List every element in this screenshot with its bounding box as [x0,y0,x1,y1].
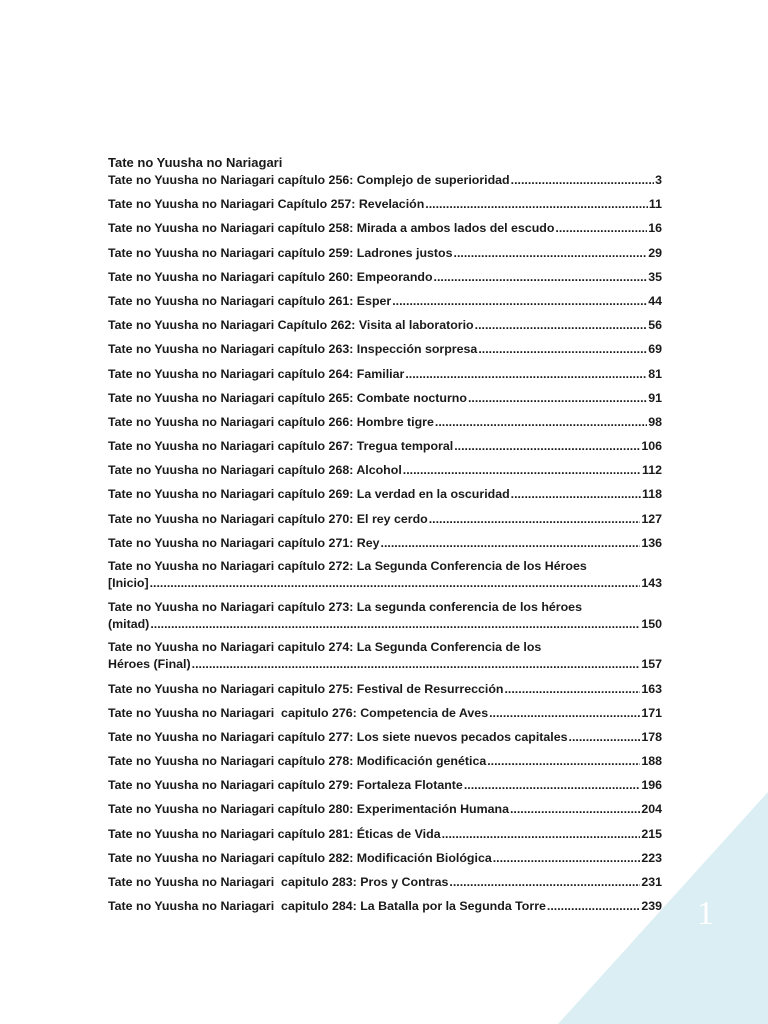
toc-entry-text: Tate no Yuusha no Nariagari capítulo 265: Combate nocturno [108,390,467,405]
dot-leader [555,220,647,237]
toc-page-number: 98 [648,414,662,429]
toc-entry[interactable] [108,534,662,558]
toc-page-number: 231 [641,875,662,889]
toc-page-number: 178 [641,729,662,744]
toc-page-number: 143 [641,576,662,590]
toc-entry[interactable] [108,558,662,599]
toc-page-number: 56 [648,318,662,333]
toc-entry-text: Tate no Yuusha no Nariagari capítulo 260: Empeorando [108,269,433,284]
dot-leader [435,414,647,431]
toc-entry[interactable] [108,461,662,485]
toc-page-number: 16 [648,221,662,236]
toc-entry[interactable] [108,171,662,195]
toc-entry[interactable] [108,485,662,509]
toc-page-number: 118 [642,487,662,502]
toc-entry-text: Tate no Yuusha no Nariagari capítulo 263: Inspección sorpresa [108,342,478,357]
toc-entry-text: Tate no Yuusha no Nariagari capítulo 258: Mirada a ambos lados del escudo [108,221,555,236]
toc-page-number: 69 [648,342,662,357]
toc-page-number: 163 [641,681,662,696]
toc-entry-text: Tate no Yuusha no Nariagari capítulo 273: La segunda conferencia de los héroes [108,599,582,614]
toc-entry-text: Tate no Yuusha no Nariagari capítulo 264: Familiar [108,366,405,381]
dot-leader [150,575,641,592]
dot-leader [478,341,647,358]
toc-entry[interactable] [108,680,662,704]
toc-entry[interactable] [108,292,662,316]
toc-entry-text: Tate no Yuusha no Nariagari capítulo 272: La Segunda Conferencia de los Héroes [108,559,587,573]
toc-entry[interactable] [108,413,662,437]
toc-page-number: 29 [648,245,662,260]
toc-entry-text: Tate no Yuusha no Nariagari capitulo 284: La Batalla por la Segunda Torre [108,899,546,914]
toc-entry-text: Tate no Yuusha no Nariagari capítulo 268: Alcohol [108,463,402,478]
dot-leader [468,390,647,407]
toc-entry[interactable] [108,268,662,292]
toc-page-number: 3 [655,173,662,187]
dot-leader [403,462,641,479]
toc-entry-text: Tate no Yuusha no Nariagari capítulo 266: Hombre tigre [108,414,434,429]
toc-entry-text-continued: (mitad) [108,616,150,631]
dot-leader [489,705,640,722]
toc-entry-text: Tate no Yuusha no Nariagari capitulo 283: Pros y Contras [108,875,449,889]
toc-entry-text: Tate no Yuusha no Nariagari capítulo 259: Ladrones justos [108,245,453,260]
toc-page-number: 106 [641,439,662,454]
dot-leader [392,293,647,310]
toc-entry[interactable] [108,219,662,243]
toc-entry[interactable] [108,599,662,640]
toc-entry[interactable] [108,244,662,268]
toc-entry[interactable] [108,365,662,389]
toc-page-number: 188 [641,754,662,769]
toc-page-number: 171 [641,705,662,720]
dot-leader [475,317,648,334]
toc-page-number: 81 [648,366,662,381]
toc-entry[interactable] [108,340,662,364]
dot-leader [150,616,640,633]
toc-page-number: 215 [641,826,662,841]
toc-entry[interactable] [108,195,662,219]
toc-page-number: 136 [641,535,662,550]
toc-page-number: 223 [641,850,662,865]
toc-page-number: 91 [648,390,662,405]
toc-entry-text: Tate no Yuusha no Nariagari capítulo 270: El rey cerdo [108,511,428,526]
dot-leader [504,681,640,698]
toc-entry-text: Tate no Yuusha no Nariagari Capítulo 257: Revelación [108,197,425,212]
toc-page-number: 44 [648,293,662,308]
toc-page-number: 157 [641,657,662,671]
corner-decoration [558,792,768,1024]
dot-leader [405,366,647,383]
dot-leader [454,438,640,455]
dot-leader [434,269,648,286]
toc-entry[interactable] [108,639,662,680]
toc-page-number: 112 [642,463,662,478]
toc-entry-text: Tate no Yuusha no Nariagari capítulo 279: Fortaleza Flotante [108,778,463,793]
toc-entry-text: Tate no Yuusha no Nariagari capítulo 280: Experimentación Humana [108,802,509,817]
toc-entry-text: Tate no Yuusha no Nariagari capítulo 256: Complejo de superioridad [108,173,510,187]
dot-leader [192,656,641,673]
document-title: Tate no Yuusha no Nariagari [108,155,283,170]
toc-page-number: 239 [641,899,662,914]
toc-page-number: 196 [641,778,662,793]
toc-entry-text: Tate no Yuusha no Nariagari capitulo 275: Festival de Resurrección [108,681,504,696]
toc-entry-text: Tate no Yuusha no Nariagari capítulo 267: Tregua temporal [108,439,454,454]
dot-leader [454,245,648,262]
toc-entry-text: Tate no Yuusha no Nariagari capítulo 277: Los siete nuevos pecados capitales [108,729,568,744]
toc-entry[interactable] [108,316,662,340]
toc-entry[interactable] [108,389,662,413]
dot-leader [511,486,641,503]
toc-entry-text: Tate no Yuusha no Nariagari capitulo 276: Competencia de Aves [108,705,489,720]
toc-entry-text: Tate no Yuusha no Nariagari capítulo 278: Modificación genética [108,754,487,769]
toc-entry-text: Tate no Yuusha no Nariagari capítulo 261: Esper [108,293,392,308]
toc-entry-text-continued: Héroes (Final) [108,657,191,671]
toc-page-number: 127 [641,511,662,526]
dot-leader [487,753,640,770]
toc-entry[interactable] [108,510,662,534]
dot-leader [569,729,641,746]
toc-entry-text: Tate no Yuusha no Nariagari capítulo 269: La verdad en la oscuridad [108,487,510,502]
toc-entry[interactable] [108,752,662,776]
toc-page-number: 35 [648,269,662,284]
page-number: 1 [697,895,714,932]
toc-entry-text-continued: [Inicio] [108,576,149,590]
toc-page-number: 204 [641,802,662,817]
toc-entry-text: Tate no Yuusha no Nariagari capítulo 282: Modificación Biológica [108,850,492,865]
toc-entry[interactable] [108,728,662,752]
toc-entry-text: Tate no Yuusha no Nariagari capítulo 281: Éticas de Vida [108,826,441,841]
toc-page-number: 150 [641,616,662,631]
dot-leader [381,535,641,552]
toc-entry[interactable] [108,704,662,728]
toc-entry[interactable] [108,437,662,461]
toc-entry-text: Tate no Yuusha no Nariagari Capítulo 262: Visita al laboratorio [108,318,474,333]
dot-leader [425,196,648,213]
toc-entry-text: Tate no Yuusha no Nariagari capítulo 271: Rey [108,535,380,550]
toc-page-number: 11 [648,197,662,212]
dot-leader [511,172,654,189]
dot-leader [429,511,641,528]
toc-entry-text: Tate no Yuusha no Nariagari capitulo 274: La Segunda Conferencia de los [108,640,542,654]
